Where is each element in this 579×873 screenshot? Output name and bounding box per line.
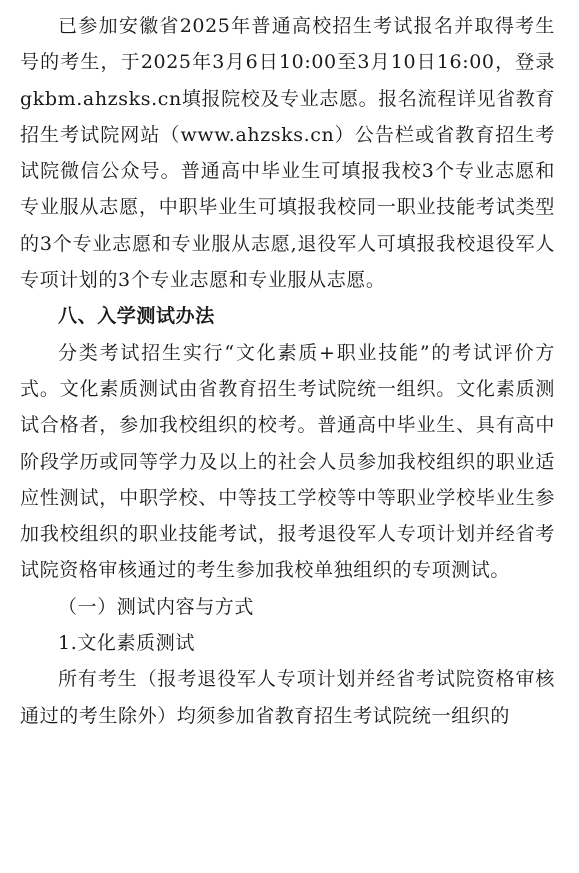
paragraph-test-method: 分类考试招生实行“文化素质+职业技能”的考试评价方式。文化素质测试由省教育招生考试院统一组织。文化素质测试合格者，参加我校组织的校考。普通高中毕业生、具有高中阶段学历或同等学力及以上的社会人员参加我校组织的职业适应性测试，中职学校、中等技工学校等中等职业学校毕业生参加我校组织的职业技能考试，报考退役军人专项计划并经省考试院资格审核通过的考生参加我校单独组织的专项测试。 [20,341,555,582]
paragraph-volunteer-filling: 已参加安徽省2025年普通高校招生考试报名并取得考生号的考生，于2025年3月6日10:00至3月10日16:00，登录gkbm.ahzsks.cn填报院校及专业志愿。报名流程详见省教育招生考试院网站（www.ahzsks.cn）公告栏或省教育招生考试院微信公众号。普通高中毕业生可填报我校3个专业志愿和专业服从志愿，中职毕业生可填报我校同一职业技能考试类型的3个专业志愿和专业服从志愿,退役军人可填报我校退役军人专项计划的3个专业志愿和专业服从志愿。 [20,15,555,292]
section-heading-entrance-test: 八、入学测试办法 [58,305,215,328]
subheading-test-content: （一）测试内容与方式 [58,595,255,618]
paragraph-all-candidates: 所有考生（报考退役军人专项计划并经省考试院资格审核通过的考生除外）均须参加省教育招生考试院统一组织的 [20,668,555,727]
item-cultural-test: 1.文化素质测试 [58,632,195,655]
